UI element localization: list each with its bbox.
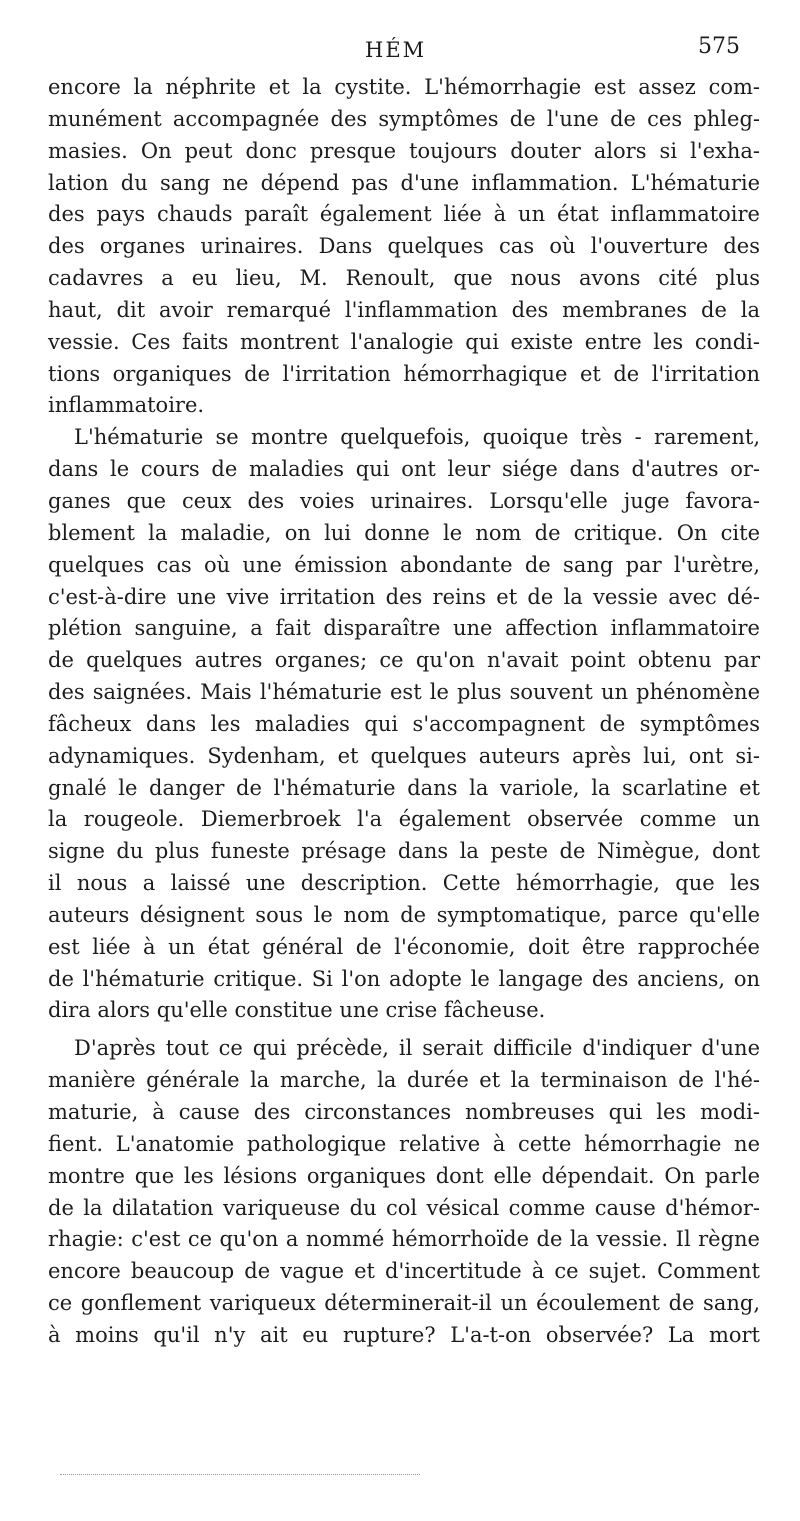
text-line: ce gonflement variqueux déterminerait-il un écoulement de sang, (48, 1291, 760, 1316)
text-line: de l'hématurie critique. Si l'on adopte le langage des anciens, on (48, 966, 760, 991)
running-title: HÉM (365, 38, 427, 62)
text-line: dira alors qu'elle constitue une crise fâcheuse. (48, 998, 546, 1023)
text-line: est liée à un état général de l'économie, doit être rapprochée (48, 934, 760, 959)
running-head (0, 34, 800, 64)
text-line: munément accompagnée des symptômes de l'une de ces phleg- (48, 106, 760, 131)
text-line: des pays chauds paraît également liée à un état inflammatoire (48, 202, 760, 227)
text-line: D'après tout ce qui précède, il serait difficile d'indiquer d'une (74, 1036, 760, 1061)
text-line: à moins qu'il n'y ait eu rupture? L'a-t-on observée? La mort (48, 1322, 760, 1347)
text-line: maturie, à cause des circonstances nombreuses qui les modi- (48, 1100, 760, 1124)
text-line: de la dilatation variqueuse du col vésical comme cause d'hémor- (48, 1195, 760, 1220)
bleed-through-rule (60, 1474, 420, 1475)
paragraph-3 (48, 1033, 760, 1351)
text-line: manière générale la marche, la durée et la terminaison de l'hé- (48, 1068, 760, 1093)
text-line: cadavres a eu lieu, M. Renoult, que nous avons cité plus (48, 266, 760, 291)
text-line: dans le cours de maladies qui ont leur siége dans d'autres or- (48, 457, 760, 482)
paragraph-2 (48, 422, 760, 1027)
text-line: auteurs désignent sous le nom de symptomatique, parce qu'elle (48, 902, 760, 927)
text-line: encore beaucoup de vague et d'incertitude à ce sujet. Comment (48, 1259, 760, 1284)
paragraph-1 (48, 72, 760, 422)
text-line: la rougeole. Diemerbroek l'a également observée comme un (48, 807, 760, 832)
text-line: fâcheux dans les maladies qui s'accompagnent de symptômes (48, 711, 760, 736)
text-line: rhagie: c'est ce qu'on a nommé hémorrhoïde de la vessie. Il règne (48, 1227, 760, 1252)
page-number: 575 (698, 34, 740, 59)
text-line: inflammatoire. (48, 393, 205, 418)
text-line: quelques cas où une émission abondante de sang par l'urètre, (48, 552, 760, 577)
text-line: il nous a laissé une description. Cette hémorrhagie, que les (48, 871, 760, 896)
text-line: vessie. Ces faits montrent l'analogie qui existe entre les condi- (48, 329, 760, 354)
text-line: tions organiques de l'irritation hémorrhagique et de l'irritation (48, 361, 760, 386)
body-text (48, 72, 760, 1352)
text-line: plétion sanguine, a fait disparaître une affection inflammatoire (48, 616, 760, 641)
text-line: c'est-à-dire une vive irritation des reins et de la vessie avec dé- (48, 584, 760, 609)
text-line: L'hématurie se montre quelquefois, quoique très - rarement, (74, 425, 760, 450)
text-line: haut, dit avoir remarqué l'inflammation des membranes de la (48, 297, 760, 322)
text-line: encore la néphrite et la cystite. L'hémorrhagie est assez com- (48, 75, 760, 99)
text-line: de quelques autres organes; ce qu'on n'avait point obtenu par (48, 648, 760, 673)
text-line: adynamiques. Sydenham, et quelques auteurs après lui, ont si- (48, 743, 760, 768)
text-line: fient. L'anatomie pathologique relative à cette hémorrhagie ne (48, 1131, 760, 1156)
text-line: blement la maladie, on lui donne le nom de critique. On cite (48, 520, 760, 545)
text-line: montre que les lésions organiques dont elle dépendait. On parle (48, 1163, 760, 1188)
text-line: gnalé le danger de l'hématurie dans la variole, la scarlatine et (48, 775, 760, 800)
text-line: des saignées. Mais l'hématurie est le plus souvent un phénomène (48, 680, 760, 705)
text-line: masies. On peut donc presque toujours douter alors si l'exha- (48, 138, 760, 163)
text-line: signe du plus funeste présage dans la peste de Nimègue, dont (48, 839, 760, 864)
text-line: lation du sang ne dépend pas d'une inflammation. L'hématurie (48, 170, 760, 195)
text-line: des organes urinaires. Dans quelques cas où l'ouverture des (48, 234, 760, 259)
text-line: ganes que ceux des voies urinaires. Lorsqu'elle juge favora- (48, 488, 760, 513)
